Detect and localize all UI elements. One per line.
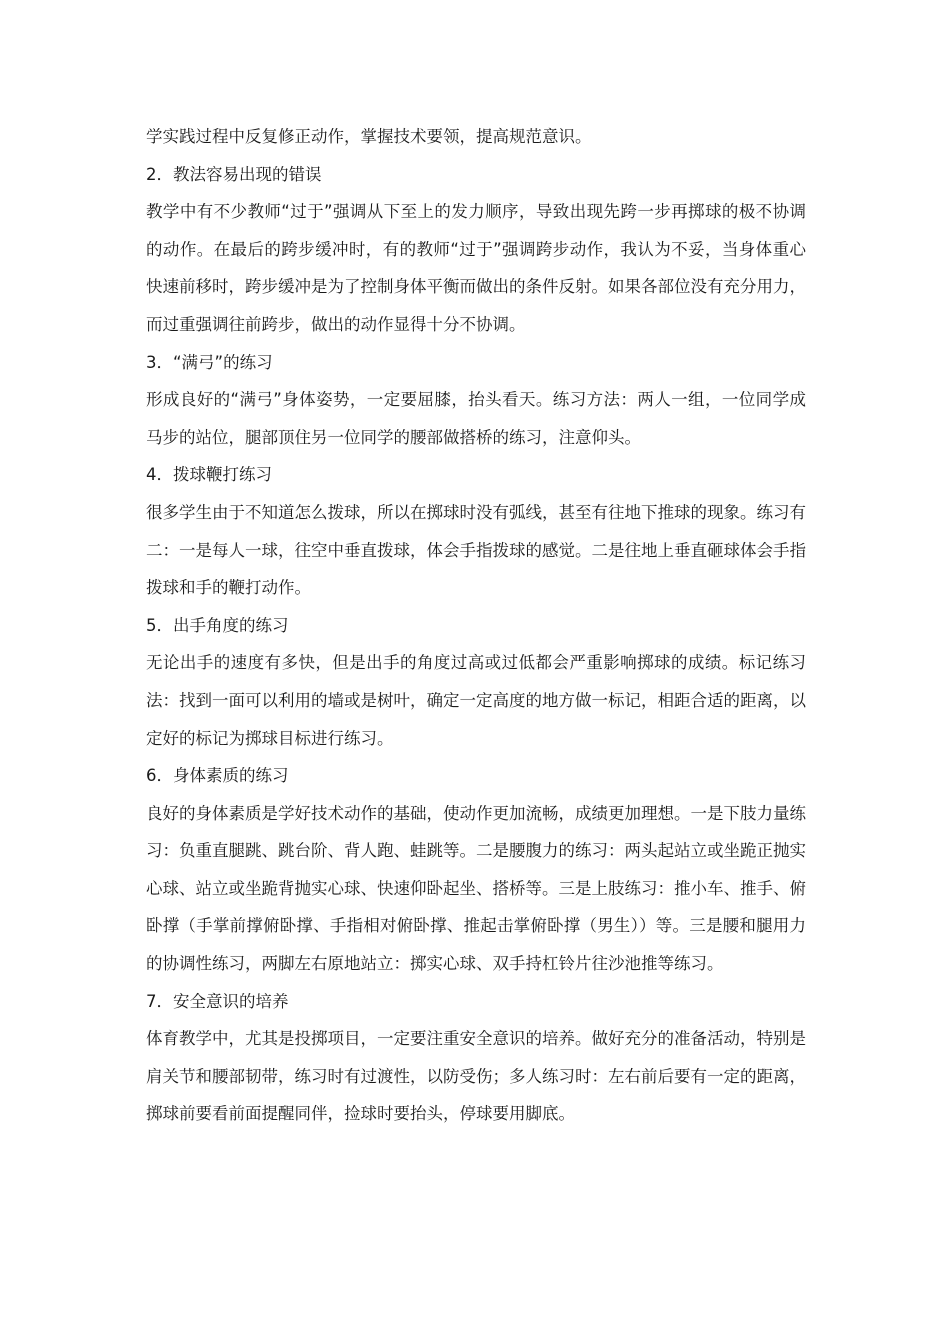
- section-heading-4: 4．拨球鞭打练习: [146, 465, 272, 485]
- section-heading-7: 7．安全意识的培养: [146, 991, 289, 1011]
- paragraph-teaching-errors: 教学中有不少教师“过于”强调从下至上的发力顺序，导致出现先跨一步再掷球的极不协调的动作。在最后的跨步缓冲时，有的教师“过于”强调跨步动作，我认为不妥，当身体重心快速前移时，跨步缓冲是为了控制身体平衡而做出的条件反射。如果各部位没有充分用力，而过重强调往前跨步，做出的动作显得十分不协调。: [146, 202, 806, 334]
- document-body: [146, 118, 806, 1133]
- paragraph-continuation: 学实践过程中反复修正动作，掌握技术要领，提高规范意识。: [146, 127, 592, 146]
- section-heading-3: 3．“满弓”的练习: [146, 352, 273, 372]
- paragraph-physical-fitness: 良好的身体素质是学好技术动作的基础，使动作更加流畅，成绩更加理想。一是下肢力量练习：负重直腿跳、跳台阶、背人跑、蛙跳等。二是腰腹力的练习：两头起站立或坐跪正抛实心球、站立或坐跪背抛实心球、快速仰卧起坐、搭桥等。三是上肢练习：推小车、推手、俯卧撑（手掌前撑俯卧撑、手指相对俯卧撑、推起击掌俯卧撑（男生））等。三是腰和腿用力的协调性练习，两脚左右原地站立：掷实心球、双手持杠铃片往沙池推等练习。: [146, 803, 806, 974]
- section-heading-2: 2．教法容易出现的错误: [146, 164, 322, 184]
- paragraph-release-angle: 无论出手的速度有多快，但是出手的角度过高或过低都会严重影响掷球的成绩。标记练习法：找到一面可以利用的墙或是树叶，确定一定高度的地方做一标记，相距合适的距离，以定好的标记为掷球目标进行练习。: [146, 653, 806, 748]
- paragraph-safety: 体育教学中，尤其是投掷项目，一定要注重安全意识的培养。做好充分的准备活动，特别是肩关节和腰部韧带，练习时有过渡性，以防受伤；多人练习时：左右前后要有一定的距离，掷球前要看前面提醒同伴，捡球时要抬头，停球要用脚底。: [146, 1029, 806, 1124]
- section-heading-5: 5．出手角度的练习: [146, 615, 289, 635]
- section-heading-6: 6．身体素质的练习: [146, 766, 289, 786]
- paragraph-ball-flick: 很多学生由于不知道怎么拨球，所以在掷球时没有弧线，甚至有往地下推球的现象。练习有二：一是每人一球，往空中垂直拨球，体会手指拨球的感觉。二是往地上垂直砸球体会手指拨球和手的鞭打动作。: [146, 502, 806, 598]
- paragraph-full-bow: 形成良好的“满弓”身体姿势，一定要屈膝，抬头看天。练习方法：两人一组，一位同学成马步的站位，腿部顶住另一位同学的腰部做搭桥的练习，注意仰头。: [146, 390, 806, 447]
